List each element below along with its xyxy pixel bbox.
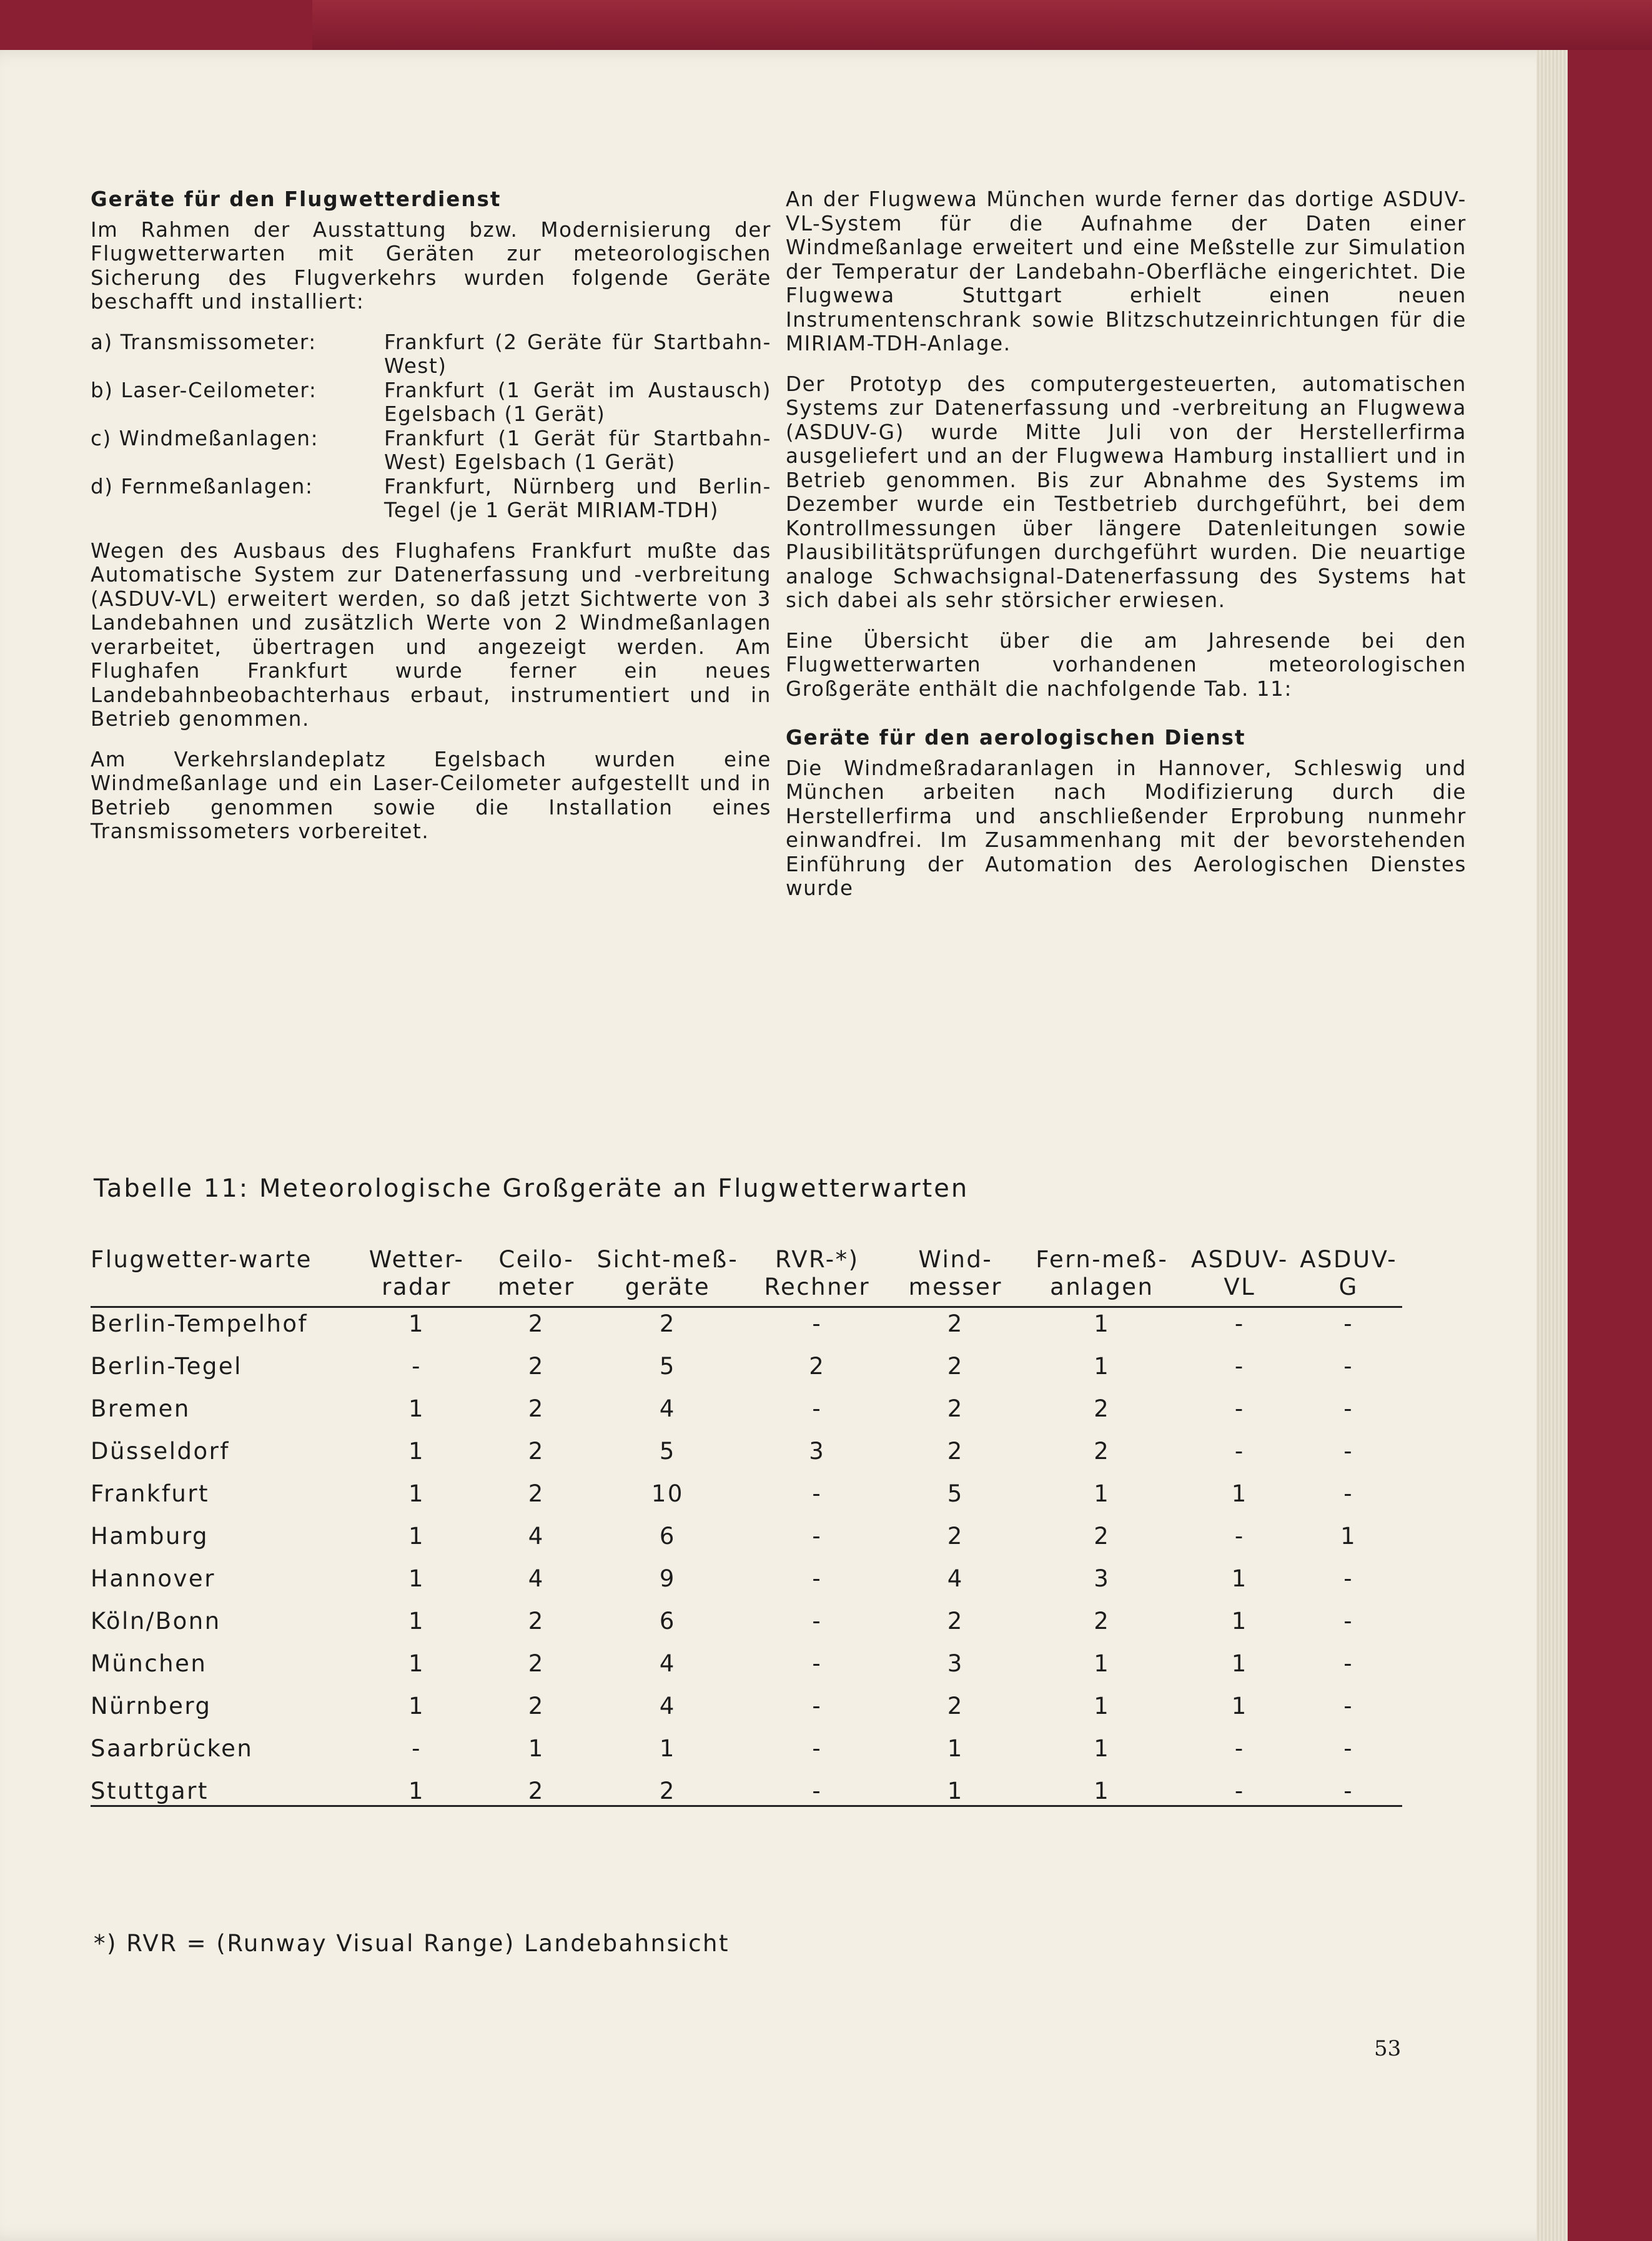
table-cell: 1 (1231, 1480, 1248, 1507)
table-cell: 3 (1094, 1565, 1110, 1592)
table-cell: - (1343, 1735, 1354, 1762)
table-title: Tabelle 11: Meteorologische Großgeräte an Flugwetterwarten (94, 1174, 969, 1203)
list-item-value: Frankfurt, Nürnberg und Berlin-Tegel (je 1 Gerät MIRIAM-TDH) (384, 474, 771, 522)
column-header: Wind-messer (891, 1246, 1019, 1307)
table-cell: 2 (528, 1693, 545, 1719)
table-cell: - (812, 1608, 823, 1635)
table-cell: 1 (408, 1310, 425, 1337)
table-cell: 2 (528, 1438, 545, 1465)
left-column (91, 187, 771, 860)
table-cell: 3 (809, 1438, 826, 1465)
table-cell: 2 (947, 1353, 964, 1380)
table-cell: - (1295, 1775, 1402, 1806)
table-cell: 2 (528, 1310, 545, 1337)
table-cell: 4 (659, 1693, 676, 1719)
table-cell: - (1343, 1395, 1354, 1422)
table-cell: 1 (1231, 1693, 1248, 1719)
list-item-key: c) Windmeßanlagen: (91, 426, 319, 450)
section-heading-flugwetterdienst: Geräte für den Flugwetterdienst (91, 187, 502, 211)
table-cell: - (1234, 1310, 1245, 1337)
table-cell: 1 (659, 1735, 676, 1762)
table-cell: 2 (947, 1523, 964, 1550)
overview-paragraph: Eine Übersicht über die am Jahresende bei den Flugwetterwarten vorhandenen meteorologischen Großgeräte enthält die nachfolgende Tab. 11: (786, 628, 1467, 701)
list-item-key: a) Transmissometer: (91, 330, 317, 354)
table-cell: 4 (528, 1523, 545, 1550)
table-cell: - (812, 1565, 823, 1592)
station-name-cell: Nürnberg (91, 1693, 212, 1719)
table-cell: 2 (947, 1608, 964, 1635)
page-edge (1536, 50, 1568, 2241)
table-row (91, 1605, 1402, 1648)
table-cell: - (1343, 1438, 1354, 1465)
list-item (91, 427, 771, 475)
table-cell: - (812, 1310, 823, 1337)
station-name-cell: Stuttgart (91, 1775, 353, 1806)
table-cell: - (1343, 1693, 1354, 1719)
column-header: Flugwetter-warte (91, 1246, 353, 1307)
prototype-paragraph: Der Prototyp des computergesteuerten, automatischen Systems zur Datenerfassung und -verbreitung an Flugwewa (ASDUV-G) wurde Mitte Juli von der Herstellerfirma ausgeliefert und an der Flugwewa Hamburg installiert und in Betrieb genommen. Bis zur Abnahme des Systems im Dezember wurde ein Testbetrieb durchgeführt, bei dem Kontrollmessungen über längere Datenleitungen sowie Plausibilitätsprüfungen durchgeführt wurden. Die neuartige analoge Schwachsignal-Datenerfassung des Systems hat sich dabei als sehr störsicher erwiesen. (786, 372, 1467, 612)
right-column (786, 187, 1467, 917)
table-cell: 1 (1019, 1775, 1184, 1806)
table-cell: - (1343, 1310, 1354, 1337)
table-cell: 2 (1094, 1395, 1110, 1422)
column-header: Fern-meß-anlagen (1019, 1246, 1184, 1307)
table-row (91, 1690, 1402, 1733)
station-name-cell: Frankfurt (91, 1480, 210, 1507)
table-footnote: *) RVR = (Runway Visual Range) Landebahnsicht (94, 1930, 730, 1957)
section-heading-aerologisch: Geräte für den aerologischen Dienst (786, 726, 1246, 749)
table-cell: - (412, 1353, 422, 1380)
table-cell: - (1343, 1650, 1354, 1677)
table-cell: 2 (659, 1310, 676, 1337)
table-cell: 1 (1231, 1565, 1248, 1592)
station-name-cell: Berlin-Tegel (91, 1353, 242, 1380)
table-cell: 2 (947, 1438, 964, 1465)
table-cell: 2 (809, 1353, 826, 1380)
table-cell: - (812, 1735, 823, 1762)
table-cell: 1 (891, 1775, 1019, 1806)
column-header: Wetter-radar (353, 1246, 480, 1307)
frankfurt-paragraph: Wegen des Ausbaus des Flughafens Frankfurt mußte das Automatische System zur Datenerfassung und -verbreitung (ASDUV-VL) erweitert werden, so daß jetzt Sichtwerte von 3 Landebahnen und zusätzlich Werte von 2 Windmeßanlagen verarbeitet, übertragen und angezeigt werden. Am Flughafen Frankfurt wurde ferner ein neues Landebahnbeobachterhaus erbaut, instrumentiert und in Betrieb genommen. (91, 538, 771, 731)
table-cell: 1 (1094, 1735, 1110, 1762)
table-cell: 1 (947, 1735, 964, 1762)
list-item-value: Frankfurt (1 Gerät für Startbahn-West) Egelsbach (1 Gerät) (384, 426, 771, 474)
table-cell: 1 (1231, 1650, 1248, 1677)
table-cell: - (812, 1480, 823, 1507)
station-name-cell: Hamburg (91, 1523, 209, 1550)
table-cell: - (1234, 1735, 1245, 1762)
table-cell: 6 (659, 1523, 676, 1550)
table-cell: - (1234, 1353, 1245, 1380)
station-name-cell: Berlin-Tempelhof (91, 1310, 309, 1337)
table-cell: - (1184, 1775, 1295, 1806)
table-cell: 2 (947, 1395, 964, 1422)
table-cell: 1 (408, 1693, 425, 1719)
table-cell: 4 (947, 1565, 964, 1592)
table-cell: 4 (528, 1565, 545, 1592)
windradar-paragraph: Die Windmeßradaranlagen in Hannover, Schleswig und München arbeiten nach Modifizierung durch die Herstellerfirma und anschließender Erprobung nunmehr einwandfrei. Im Zusammenhang mit der bevorstehenden Einführung der Automation des Aerologischen Dienstes wurde (786, 756, 1467, 900)
table-row (91, 1733, 1402, 1775)
table-cell: 1 (408, 1650, 425, 1677)
table-cell: - (743, 1775, 891, 1806)
list-item (91, 475, 771, 523)
table-cell: 2 (1094, 1608, 1110, 1635)
table-body (91, 1307, 1402, 1806)
table-cell: 2 (528, 1395, 545, 1422)
table-cell: 1 (408, 1438, 425, 1465)
table-cell: 4 (659, 1395, 676, 1422)
table-row (91, 1350, 1402, 1393)
page-number: 53 (1374, 2036, 1402, 2061)
intro-paragraph: Im Rahmen der Ausstattung bzw. Modernisierung der Flugwetterwarten mit Geräten zur meteorologischen Sicherung des Flugverkehrs wurden folgende Geräte beschafft und installiert: (91, 217, 771, 314)
list-item-key: d) Fernmeßanlagen: (91, 474, 314, 498)
table-cell: 5 (659, 1438, 676, 1465)
table-row (91, 1435, 1402, 1478)
table-row (91, 1478, 1402, 1520)
table-cell: - (1343, 1565, 1354, 1592)
station-name-cell: Saarbrücken (91, 1735, 254, 1762)
list-item (91, 330, 771, 378)
table-cell: 1 (1231, 1608, 1248, 1635)
list-item-key: b) Laser-Ceilometer: (91, 378, 317, 402)
table-row (91, 1307, 1402, 1351)
table-cell: 1 (408, 1480, 425, 1507)
station-name-cell: München (91, 1650, 207, 1677)
table-cell: 2 (593, 1775, 743, 1806)
table-cell: 4 (659, 1650, 676, 1677)
table-cell: 1 (1340, 1523, 1357, 1550)
table-cell: 1 (1094, 1310, 1110, 1337)
table-row (91, 1648, 1402, 1690)
table-cell: 3 (947, 1650, 964, 1677)
table-cell: 1 (408, 1565, 425, 1592)
table-cell: 10 (651, 1480, 684, 1507)
table-cell: 5 (947, 1480, 964, 1507)
table-cell: 1 (353, 1775, 480, 1806)
table-cell: 2 (528, 1650, 545, 1677)
table-cell: 2 (947, 1693, 964, 1719)
table-header-row (91, 1246, 1402, 1307)
table-cell: - (1343, 1353, 1354, 1380)
table-cell: - (812, 1693, 823, 1719)
table-cell: - (1234, 1438, 1245, 1465)
column-header: ASDUV-G (1295, 1246, 1402, 1307)
table-cell: 6 (659, 1608, 676, 1635)
table-cell: 2 (528, 1353, 545, 1380)
table-cell: - (1343, 1480, 1354, 1507)
list-item-value: Frankfurt (2 Geräte für Startbahn-West) (384, 330, 771, 378)
station-name-cell: Köln/Bonn (91, 1608, 221, 1635)
table-cell: 2 (528, 1608, 545, 1635)
table-cell: - (1343, 1608, 1354, 1635)
station-name-cell: Hannover (91, 1565, 215, 1592)
equipment-table (91, 1246, 1402, 1807)
table-row (91, 1520, 1402, 1563)
muenchen-paragraph: An der Flugwewa München wurde ferner das dortige ASDUV-VL-System für die Aufnahme der Daten einer Windmeßanlage erweitert und eine Meßstelle zur Simulation der Temperatur der Landebahn-Oberfläche eingerichtet. Die Flugwewa Stuttgart erhielt einen neuen Instrumentenschrank sowie Blitzschutzeinrichtungen für die MIRIAM-TDH-Anlage. (786, 187, 1467, 355)
table-cell: - (812, 1650, 823, 1677)
table-row (91, 1775, 1402, 1806)
station-name-cell: Düsseldorf (91, 1438, 230, 1465)
table-cell: 1 (1094, 1693, 1110, 1719)
table-cell: 1 (408, 1523, 425, 1550)
equipment-list (91, 330, 771, 523)
table-cell: - (1234, 1523, 1245, 1550)
table-cell: - (812, 1523, 823, 1550)
column-header: Ceilo-meter (480, 1246, 592, 1307)
table-cell: 1 (1094, 1480, 1110, 1507)
table-cell: 1 (528, 1735, 545, 1762)
table-cell: 2 (480, 1775, 592, 1806)
table-cell: 9 (659, 1565, 676, 1592)
table-row (91, 1563, 1402, 1605)
table-cell: 1 (408, 1608, 425, 1635)
book-binding-top (312, 0, 1652, 50)
table-cell: 2 (947, 1310, 964, 1337)
table-row (91, 1393, 1402, 1435)
table-cell: 2 (1094, 1438, 1110, 1465)
table-cell: - (812, 1395, 823, 1422)
column-header: Sicht-meß-geräte (593, 1246, 743, 1307)
table-cell: 5 (659, 1353, 676, 1380)
column-header: ASDUV-VL (1184, 1246, 1295, 1307)
table-cell: 1 (1094, 1353, 1110, 1380)
egelsbach-paragraph: Am Verkehrslandeplatz Egelsbach wurden eine Windmeßanlage und ein Laser-Ceilometer aufgestellt und in Betrieb genommen sowie die Installation eines Transmissometers vorbereitet. (91, 747, 771, 843)
column-header: RVR-*) Rechner (743, 1246, 891, 1307)
table-cell: - (1234, 1395, 1245, 1422)
list-item-value: Frankfurt (1 Gerät im Austausch) Egelsbach (1 Gerät) (384, 378, 771, 426)
table-cell: - (412, 1735, 422, 1762)
table-cell: 2 (1094, 1523, 1110, 1550)
table-cell: 1 (408, 1395, 425, 1422)
table-cell: 1 (1094, 1650, 1110, 1677)
table-cell: 2 (528, 1480, 545, 1507)
list-item (91, 378, 771, 427)
station-name-cell: Bremen (91, 1395, 190, 1422)
